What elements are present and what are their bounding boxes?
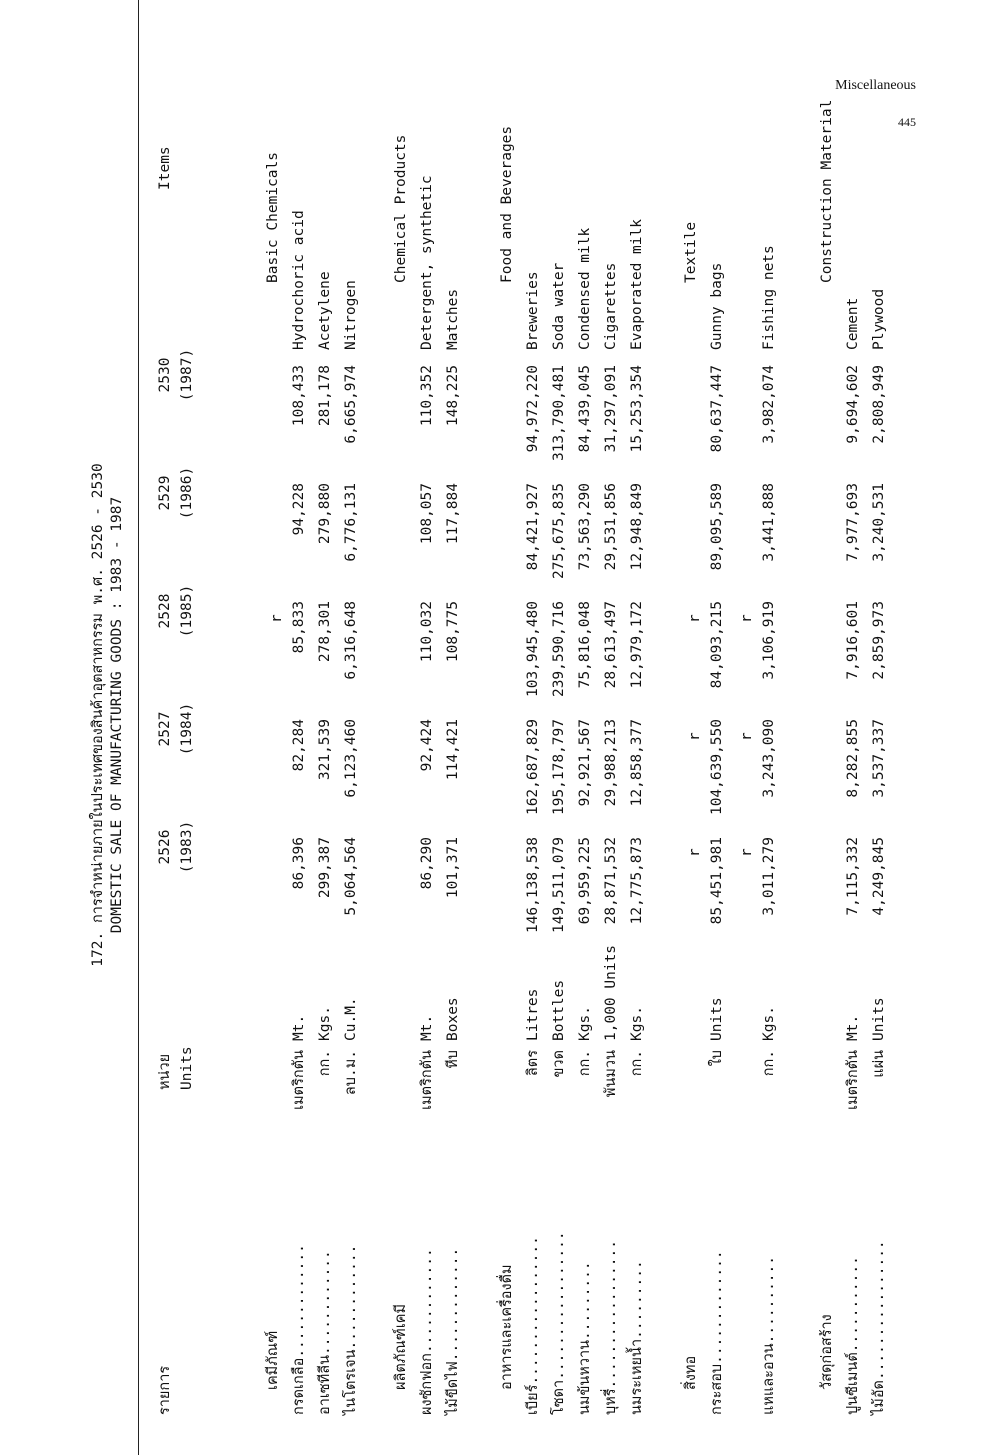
unit-english: Mt. xyxy=(845,1014,861,1041)
header-year-1985: 2528 (1985) xyxy=(157,584,195,638)
value-1984: 114,421 xyxy=(445,719,461,781)
value-1983: 146,138,538 xyxy=(525,837,541,934)
value-1983: 86,396 xyxy=(291,837,307,890)
table-row xyxy=(756,0,782,1455)
table-row xyxy=(840,0,866,1455)
value-1984: 104,639,550 xyxy=(709,719,725,816)
unit-thai: ใบ xyxy=(709,1050,725,1067)
value-1987: 3,982,074 xyxy=(761,365,777,444)
value-1987: 6,665,974 xyxy=(343,365,359,444)
item-english: Plywood xyxy=(871,288,887,350)
header-items-english: Items xyxy=(157,146,173,190)
value-1986: 6,776,131 xyxy=(343,483,359,562)
unit-english: Litres xyxy=(525,988,541,1041)
unit-english: Mt. xyxy=(419,1014,435,1041)
table-row xyxy=(572,0,598,1455)
value-1986: 84,421,927 xyxy=(525,483,541,571)
unit-english: Cu.M. xyxy=(343,997,359,1041)
item-thai: ไนโตรเจน............ xyxy=(343,1244,359,1415)
value-1985: 6,316,648 xyxy=(343,601,359,680)
value-1987: 313,790,481 xyxy=(551,365,567,462)
unit-english: Kgs. xyxy=(577,1006,593,1041)
item-thai: บุหรี่................. xyxy=(603,1240,619,1415)
value-1984: 8,282,855 xyxy=(845,719,861,798)
value-1986: 7,977,693 xyxy=(845,483,861,562)
section-label-english: Basic Chemicals xyxy=(265,152,281,283)
value-1986: 29,531,856 xyxy=(603,483,619,571)
header-year-1983: 2526 (1983) xyxy=(157,820,195,874)
section-label-english: Textile xyxy=(683,221,699,283)
section-label-thai: เคมีภัณฑ์ xyxy=(265,1330,281,1390)
unit-thai: เมตริกตัน xyxy=(845,1050,861,1110)
value-1987: 110,352 xyxy=(419,365,435,427)
value-1986: 279,880 xyxy=(317,483,333,545)
item-english: Cigarettes xyxy=(603,262,619,350)
item-english: Detergent, synthetic xyxy=(419,175,435,350)
value-1984: 29,988,213 xyxy=(603,719,619,807)
item-english: Fishing nets xyxy=(761,245,777,350)
value-1984: 3,537,337 xyxy=(871,719,887,798)
value-1985: 108,775 xyxy=(445,601,461,663)
value-1984: 3,243,090 xyxy=(761,719,777,798)
value-1986: 275,675,835 xyxy=(551,483,567,580)
table-row xyxy=(312,0,338,1455)
item-thai: แหและอวน.......... xyxy=(761,1256,777,1415)
revised-mark: r xyxy=(739,614,755,623)
table-title-english: DOMESTIC SALE OF MANUFACTURING GOODS : 1983 - 1987 xyxy=(109,496,125,934)
item-thai: กรดเกลือ............. xyxy=(291,1244,307,1415)
value-1987: 15,253,354 xyxy=(629,365,645,453)
value-1986: 3,240,531 xyxy=(871,483,887,562)
value-1986: 89,095,589 xyxy=(709,483,725,571)
unit-english: Kgs. xyxy=(761,1006,777,1041)
revised-mark: r xyxy=(739,732,755,741)
value-1985: 3,106,919 xyxy=(761,601,777,680)
section-label-thai: วัสดุก่อสร้าง xyxy=(819,1314,835,1390)
value-1984: 162,687,829 xyxy=(525,719,541,816)
value-1984: 321,539 xyxy=(317,719,333,781)
item-thai: นมข้นหวาน......... xyxy=(577,1261,593,1415)
value-1987: 281,178 xyxy=(317,365,333,427)
section-label-thai: อาหารและเครื่องดื่ม xyxy=(499,1264,515,1390)
section-row xyxy=(388,0,414,1455)
unit-thai: ลบ.ม. xyxy=(343,1050,359,1096)
item-english: Cement xyxy=(845,297,861,350)
unit-english: Kgs. xyxy=(629,1006,645,1041)
value-1983: 149,511,079 xyxy=(551,837,567,934)
value-1985: 278,301 xyxy=(317,601,333,663)
value-1986: 108,057 xyxy=(419,483,435,545)
section-row xyxy=(260,0,286,1455)
value-1983: 7,115,332 xyxy=(845,837,861,916)
header-items-thai: รายการ xyxy=(157,1365,173,1415)
value-1983: 12,775,873 xyxy=(629,837,645,925)
value-1987: 31,297,091 xyxy=(603,365,619,453)
table-row xyxy=(598,0,624,1455)
item-thai: ปูนซีเมนต์........... xyxy=(845,1256,861,1415)
unit-english: Units xyxy=(871,997,887,1041)
value-1985: 75,816,048 xyxy=(577,601,593,689)
value-1986: 117,884 xyxy=(445,483,461,545)
top-rule xyxy=(138,0,139,1455)
value-1983: 85,451,981 xyxy=(709,837,725,925)
value-1983: 4,249,845 xyxy=(871,837,887,916)
item-english: Nitrogen xyxy=(343,280,359,350)
value-1985: 28,613,497 xyxy=(603,601,619,689)
unit-thai: กก. xyxy=(577,1050,593,1077)
value-1987: 84,439,045 xyxy=(577,365,593,453)
header-year-1986: 2529 (1986) xyxy=(157,466,195,520)
item-thai: ผงซักฟอก............ xyxy=(419,1248,435,1415)
item-english: Breweries xyxy=(525,271,541,350)
item-thai: ไม้อัด................ xyxy=(871,1240,887,1415)
item-thai: อาเซทีลีน............ xyxy=(317,1250,333,1415)
unit-english: 1,000 Units xyxy=(603,944,619,1041)
section-label: Miscellaneous xyxy=(835,78,916,93)
unit-thai: ขวด xyxy=(551,1050,567,1078)
revised-mark: r xyxy=(739,848,755,857)
revised-mark: r xyxy=(269,614,285,623)
item-thai: กระสอบ............. xyxy=(709,1250,725,1415)
table-row xyxy=(440,0,466,1455)
table-row xyxy=(704,0,730,1455)
unit-english: Mt. xyxy=(291,1014,307,1041)
section-row xyxy=(494,0,520,1455)
unit-thai: หีบ xyxy=(445,1050,461,1069)
unit-thai: กก. xyxy=(317,1050,333,1077)
value-1983: 69,959,225 xyxy=(577,837,593,925)
table-row xyxy=(520,0,546,1455)
value-1987: 108,433 xyxy=(291,365,307,427)
unit-thai: พันมวน xyxy=(603,1050,619,1098)
value-1984: 92,921,567 xyxy=(577,719,593,807)
table-title-thai: 172. การจำหน่ายภายในประเทศของสินค้าอุตสาหกรรม พ.ศ. 2526 - 2530 xyxy=(90,463,106,967)
rotated-table xyxy=(60,0,960,1455)
header-year-1984: 2527 (1984) xyxy=(157,702,195,756)
item-english: Gunny bags xyxy=(709,262,725,350)
value-1985: 239,590,716 xyxy=(551,601,567,698)
table-row xyxy=(286,0,312,1455)
header-year-1987: 2530 (1987) xyxy=(157,348,195,402)
unit-english: Units xyxy=(709,997,725,1041)
section-label-thai: ผลิตภัณฑ์เคมี xyxy=(393,1303,409,1390)
value-1985: 2,859,973 xyxy=(871,601,887,680)
table-row xyxy=(338,0,364,1455)
section-row xyxy=(814,0,840,1455)
item-thai: ไม้ขีดไฟ............. xyxy=(445,1247,461,1415)
header-units: หน่วย Units xyxy=(157,1046,195,1090)
value-1986: 94,228 xyxy=(291,483,307,536)
value-1987: 9,694,602 xyxy=(845,365,861,444)
value-1987: 80,637,447 xyxy=(709,365,725,453)
table-row xyxy=(624,0,650,1455)
section-label-english: Construction Material xyxy=(819,99,835,283)
value-1986: 3,441,888 xyxy=(761,483,777,562)
item-english: Hydrochoric acid xyxy=(291,210,307,350)
value-1983: 3,011,279 xyxy=(761,837,777,916)
value-1983: 101,371 xyxy=(445,837,461,899)
item-english: Condensed milk xyxy=(577,227,593,350)
value-1984: 195,178,797 xyxy=(551,719,567,816)
table-row xyxy=(414,0,440,1455)
value-1984: 12,858,377 xyxy=(629,719,645,807)
value-1985: 84,093,215 xyxy=(709,601,725,689)
table-row xyxy=(546,0,572,1455)
unit-english: Bottles xyxy=(551,979,567,1041)
value-1983: 86,290 xyxy=(419,837,435,890)
unit-thai: กก. xyxy=(629,1050,645,1077)
value-1983: 5,064,564 xyxy=(343,837,359,916)
item-english: Matches xyxy=(445,288,461,350)
unit-english: Kgs. xyxy=(317,1006,333,1041)
value-1987: 148,225 xyxy=(445,365,461,427)
section-row xyxy=(678,0,704,1455)
value-1984: 6,123,460 xyxy=(343,719,359,798)
unit-english: Boxes xyxy=(445,997,461,1041)
item-english: Soda water xyxy=(551,262,567,350)
value-1986: 12,948,849 xyxy=(629,483,645,571)
item-thai: นมระเหยน้ำ......... xyxy=(629,1260,645,1415)
item-english: Evaporated milk xyxy=(629,219,645,350)
value-1983: 299,387 xyxy=(317,837,333,899)
item-thai: เบียร์................. xyxy=(525,1236,541,1415)
value-1983: 28,871,532 xyxy=(603,837,619,925)
table-row xyxy=(866,0,892,1455)
item-english: Acetylene xyxy=(317,271,333,350)
unit-thai: เมตริกตัน xyxy=(291,1050,307,1110)
unit-thai: กก. xyxy=(761,1050,777,1077)
value-1985: 12,979,172 xyxy=(629,601,645,689)
unit-thai: ลิตร xyxy=(525,1050,541,1077)
value-1984: 92,424 xyxy=(419,719,435,772)
revised-mark: r xyxy=(687,614,703,623)
value-1987: 94,972,220 xyxy=(525,365,541,453)
value-1985: 7,916,601 xyxy=(845,601,861,680)
revised-mark: r xyxy=(687,848,703,857)
value-1985: 110,032 xyxy=(419,601,435,663)
section-label-english: Chemical Products xyxy=(393,134,409,283)
value-1984: 82,284 xyxy=(291,719,307,772)
value-1985: 85,833 xyxy=(291,601,307,654)
value-1986: 73,563,290 xyxy=(577,483,593,571)
value-1985: 103,945,480 xyxy=(525,601,541,698)
page-number: 445 xyxy=(898,115,916,129)
unit-thai: แผ่น xyxy=(871,1050,887,1078)
value-1987: 2,808,949 xyxy=(871,365,887,444)
section-label-english: Food and Beverages xyxy=(499,125,515,283)
revised-mark: r xyxy=(687,732,703,741)
unit-thai: เมตริกตัน xyxy=(419,1050,435,1110)
section-label-thai: สิ่งทอ xyxy=(683,1355,699,1390)
item-thai: โซดา................. xyxy=(551,1231,567,1415)
